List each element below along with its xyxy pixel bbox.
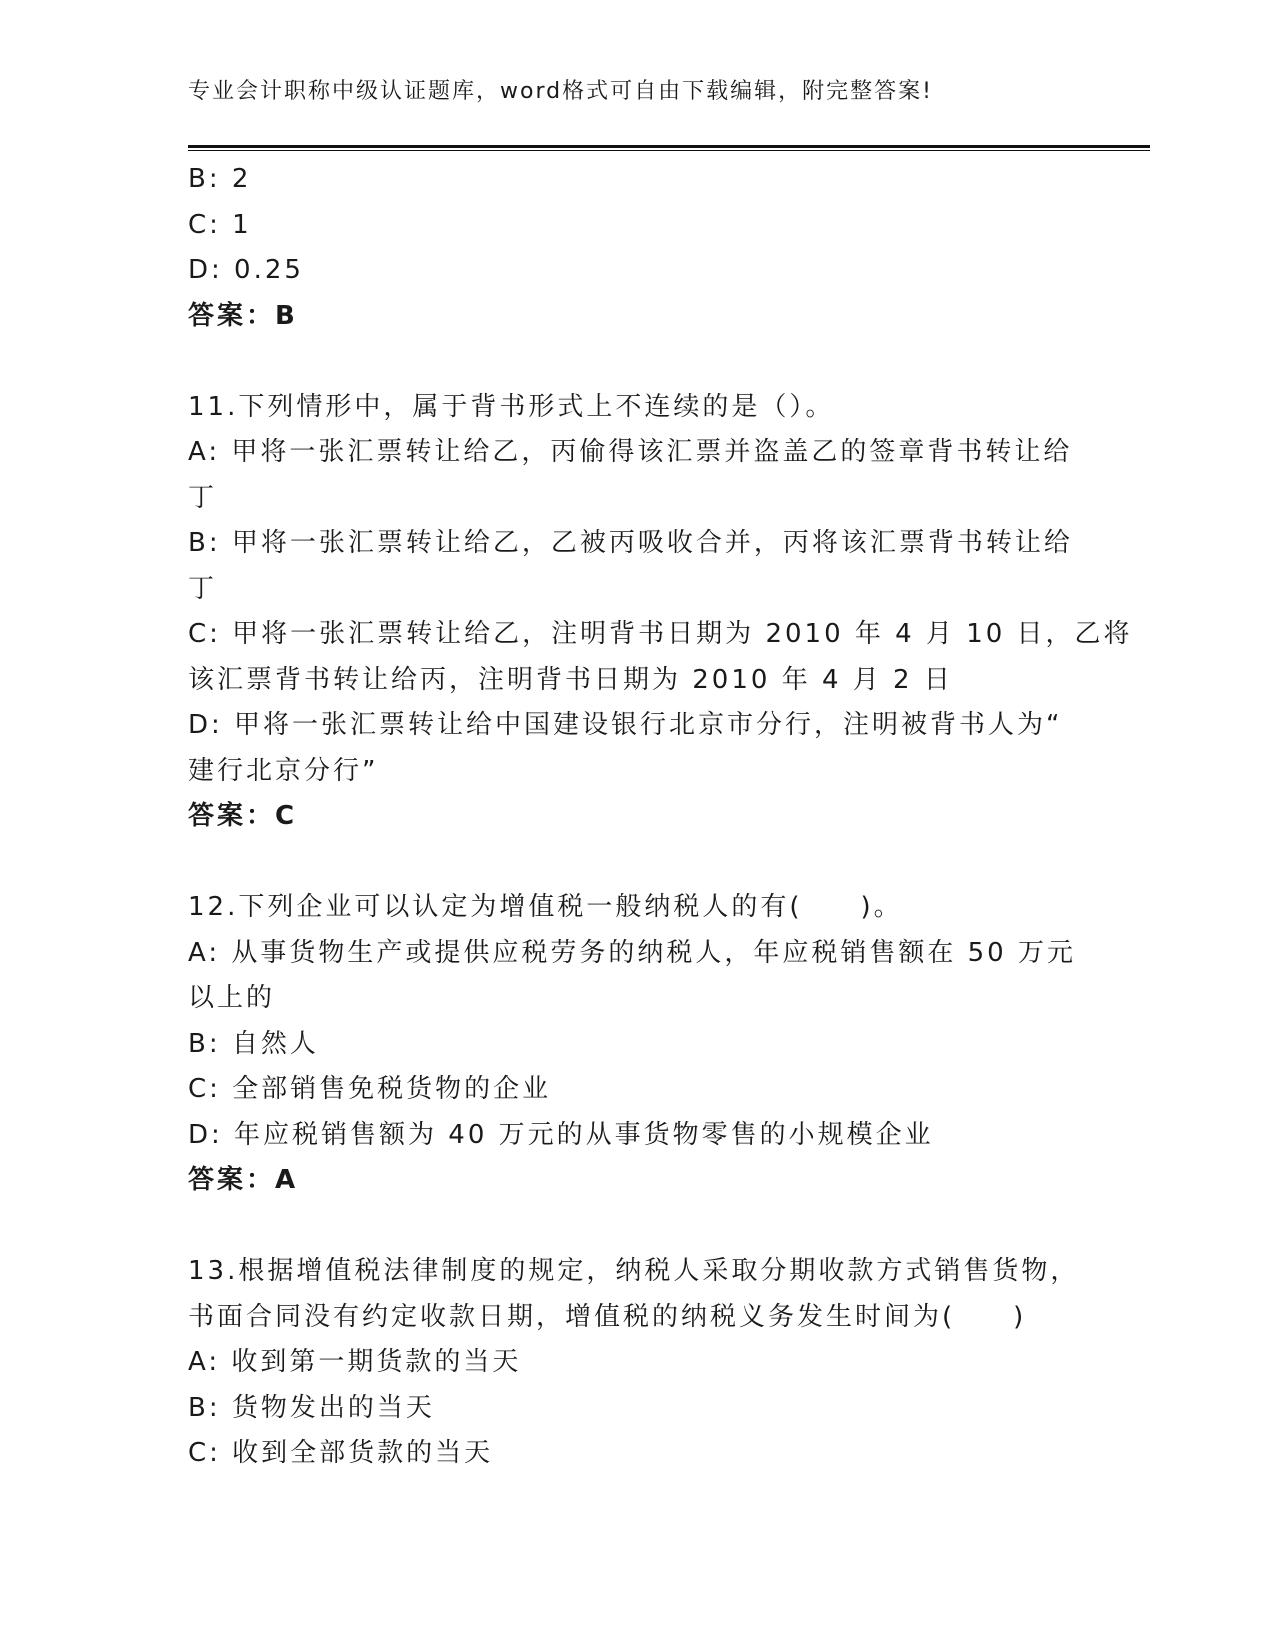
option-line: A: 收到第一期货款的当天 <box>188 1347 522 1377</box>
answer-line: 答案：C <box>188 801 298 831</box>
question-12 <box>188 885 1088 1204</box>
document-body <box>188 157 1133 1477</box>
option-line: D: 0.25 <box>188 255 304 285</box>
option-line: 以上的 <box>188 983 276 1013</box>
option-line: C: 全部销售免税货物的企业 <box>188 1074 552 1104</box>
spacer <box>188 840 1088 886</box>
option-line: C: 收到全部货款的当天 <box>188 1438 494 1468</box>
option-line: B: 甲将一张汇票转让给乙，乙被丙吸收合并，丙将该汇票背书转让给 <box>188 528 1073 558</box>
page-header: 专业会计职称中级认证题库，word格式可自由下载编辑，附完整答案! <box>188 79 933 104</box>
question-text: 12.下列企业可以认定为增值税一般纳税人的有( )。 <box>188 892 903 922</box>
question-13 <box>188 1249 1088 1477</box>
spacer <box>188 339 1088 385</box>
option-line: C: 甲将一张汇票转让给乙，注明背书日期为 2010 年 4 月 10 日，乙将 <box>188 619 1133 649</box>
option-line: 建行北京分行” <box>188 755 379 786</box>
question-text: 13.根据增值税法律制度的规定，纳税人采取分期收款方式销售货物， <box>188 1256 1080 1286</box>
question-11 <box>188 385 1133 840</box>
answer-line: 答案：B <box>188 300 298 331</box>
option-line: B: 2 <box>188 164 252 194</box>
option-line: C: 1 <box>188 209 252 240</box>
question-text: 书面合同没有约定收款日期，增值税的纳税义务发生时间为( ) <box>188 1301 1027 1332</box>
option-line: A: 从事货物生产或提供应税劳务的纳税人，年应税销售额在 50 万元 <box>188 937 1076 968</box>
option-line: 丁 <box>188 482 218 513</box>
option-line: 丁 <box>188 573 218 604</box>
answer-line: 答案：A <box>188 1165 299 1195</box>
option-line: B: 货物发出的当天 <box>188 1392 435 1423</box>
spacer <box>188 1204 1088 1250</box>
header-rule-thin <box>188 150 1150 151</box>
header-rule-thick <box>188 145 1150 148</box>
option-line: D: 年应税销售额为 40 万元的从事货物零售的小规模企业 <box>188 1119 934 1150</box>
option-line: D: 甲将一张汇票转让给中国建设银行北京市分行，注明被背书人为“ <box>188 710 1063 740</box>
option-line: B: 自然人 <box>188 1028 319 1059</box>
question-text: 11.下列情形中，属于背书形式上不连续的是（）。 <box>188 391 835 422</box>
option-line: 该汇票背书转让给丙，注明背书日期为 2010 年 4 月 2 日 <box>188 664 953 695</box>
option-line: A: 甲将一张汇票转让给乙，丙偷得该汇票并盗盖乙的签章背书转让给 <box>188 437 1073 467</box>
